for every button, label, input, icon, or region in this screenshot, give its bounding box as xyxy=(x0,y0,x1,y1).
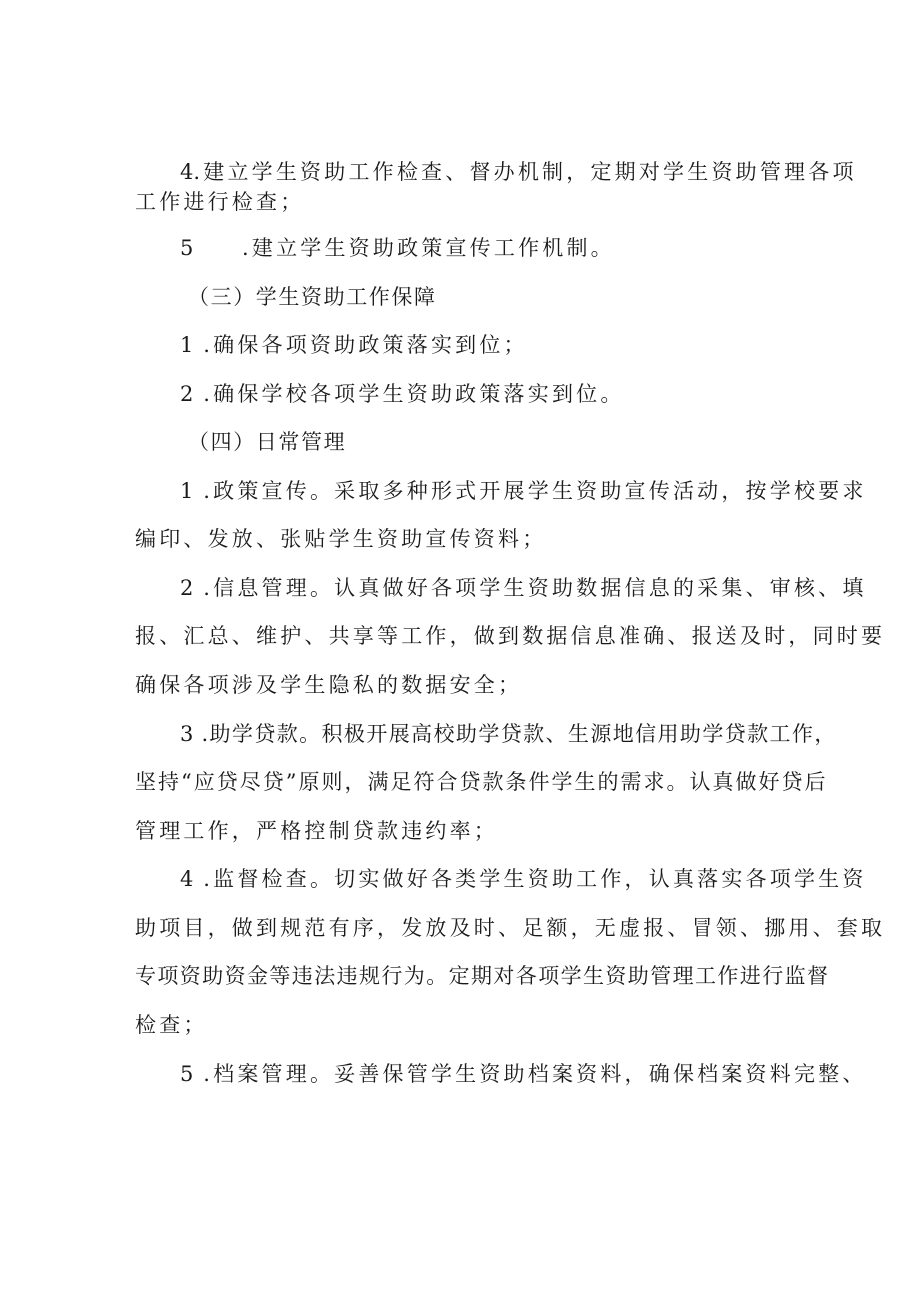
paragraph-line xyxy=(180,867,867,891)
paragraph-line: 助项目，做到规范有序，发放及时、足额，无虚报、冒领、挪用、套取 xyxy=(135,916,886,940)
item-number: 5 xyxy=(180,236,194,260)
paragraph-line: 坚持“应贷尽贷”原则，满足符合贷款条件学生的需求。认真做好贷后 xyxy=(135,770,828,794)
line-text: .建立学生资助政策宣传工作机制。 xyxy=(242,236,615,260)
line-text: .信息管理。认真做好各项学生资助数据信息的采集、审核、填 xyxy=(203,576,867,600)
paragraph-line: 检查； xyxy=(135,1013,208,1037)
paragraph-line: 编印、发放、张贴学生资助宣传资料； xyxy=(135,527,547,551)
paragraph-line xyxy=(180,236,615,260)
paragraph-line xyxy=(180,1062,867,1086)
line-text: .确保各项资助政策落实到位； xyxy=(203,333,528,357)
item-number: 2 xyxy=(180,382,194,406)
paragraph-line xyxy=(180,576,867,600)
section-heading: （三）学生资助工作保障 xyxy=(188,285,437,309)
paragraph-line xyxy=(180,160,857,184)
section-heading: （四）日常管理 xyxy=(188,430,347,454)
paragraph-line: 工作进行检查； xyxy=(135,190,305,214)
paragraph-line xyxy=(180,382,625,406)
item-number: 4 xyxy=(180,160,194,184)
paragraph-line: 报、汇总、维护、共享等工作，做到数据信息准确、报送及时，同时要 xyxy=(135,624,886,648)
line-text: .政策宣传。采取多种形式开展学生资助宣传活动，按学校要求 xyxy=(203,479,867,503)
item-number: 2 xyxy=(180,576,194,600)
item-number: 4 xyxy=(180,867,194,891)
paragraph-line: 确保各项涉及学生隐私的数据安全； xyxy=(135,673,523,697)
item-number: 3 xyxy=(180,722,194,746)
line-text: .档案管理。妥善保管学生资助档案资料，确保档案资料完整、 xyxy=(203,1062,867,1086)
paragraph-line: 专项资助资金等违法违规行为。定期对各项学生资助管理工作进行监督 xyxy=(135,964,830,988)
item-number: 5 xyxy=(180,1062,194,1086)
line-text: .建立学生资助工作检查、督办机制，定期对学生资助管理各项 xyxy=(193,160,857,184)
line-text: .监督检查。切实做好各类学生资助工作，认真落实各项学生资 xyxy=(203,867,867,891)
paragraph-line xyxy=(180,479,867,503)
line-text: .确保学校各项学生资助政策落实到位。 xyxy=(203,382,625,406)
paragraph-line xyxy=(180,722,837,746)
paragraph-line: 管理工作，严格控制贷款违约率； xyxy=(135,819,498,843)
item-number: 1 xyxy=(180,333,194,357)
line-text: .助学贷款。积极开展高校助学贷款、生源地信用助学贷款工作， xyxy=(201,722,837,746)
item-number: 1 xyxy=(180,479,194,503)
paragraph-line xyxy=(180,333,528,357)
